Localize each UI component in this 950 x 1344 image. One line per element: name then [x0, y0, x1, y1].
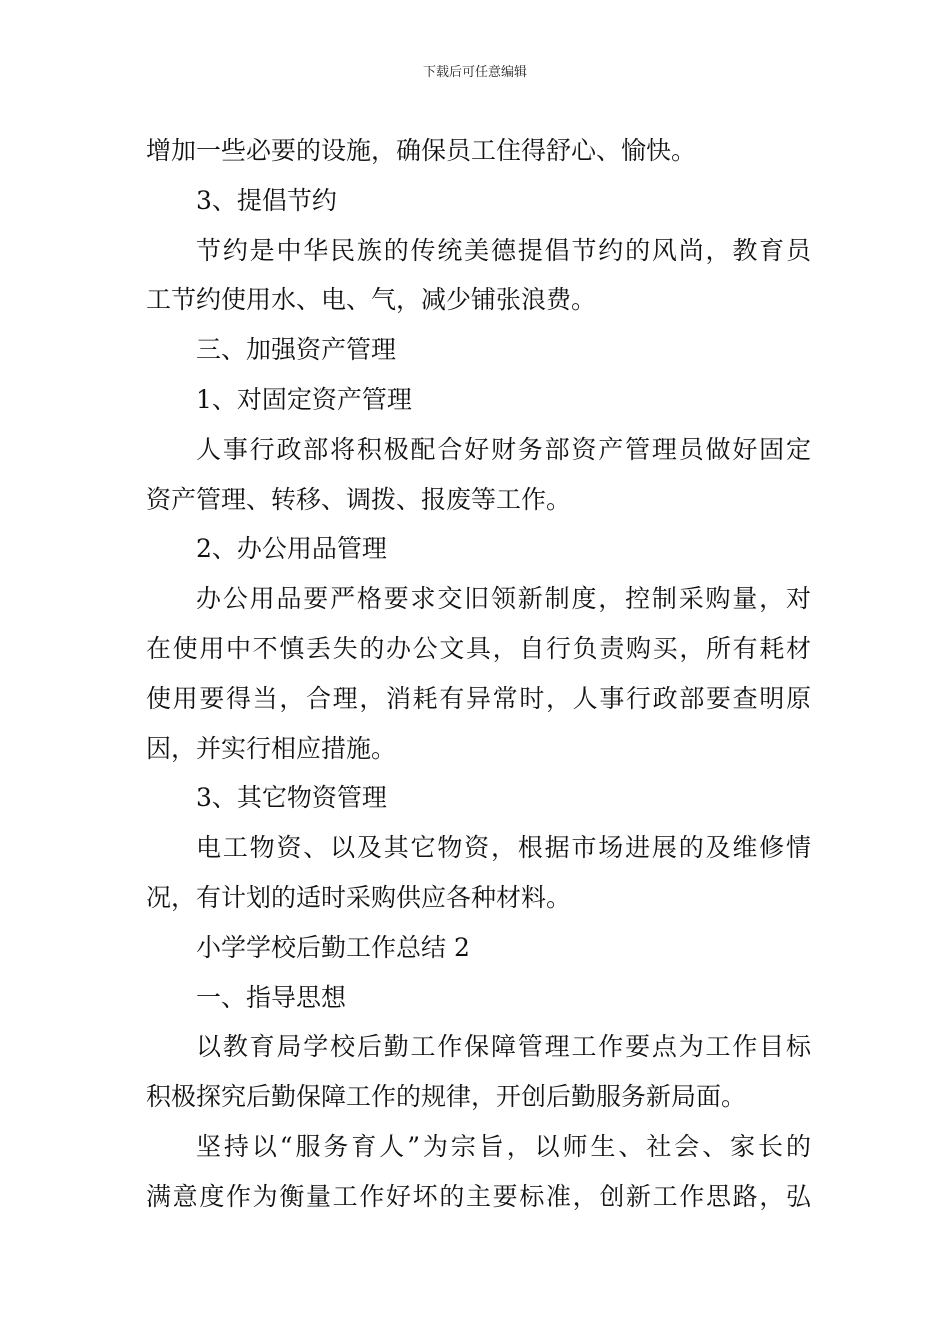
text-line: 况，有计划的适时采购供应各种材料。	[146, 882, 572, 912]
text-line: 因，并实行相应措施。	[146, 733, 397, 763]
text-line: 小学学校后勤工作总结 2	[196, 932, 470, 962]
text-line: 人事行政部将积极配合好财务部资产管理员做好固定	[196, 434, 811, 464]
page-header: 下载后可任意编辑	[422, 65, 527, 80]
text-line: 一、指导思想	[196, 982, 347, 1012]
text-line: 3、提倡节约	[196, 185, 337, 215]
text-line: 2、办公用品管理	[196, 534, 387, 564]
text-line: 节约是中华民族的传统美德提倡节约的风尚，教育员	[196, 235, 811, 265]
text-line: 三、加强资产管理	[196, 335, 397, 365]
text-line: 坚持以“服务育人”为宗旨，以师生、社会、家长的	[196, 1131, 811, 1161]
text-line: 3、其它物资管理	[196, 783, 387, 813]
text-line: 电工物资、以及其它物资，根据市场进展的及维修情	[196, 833, 811, 863]
document-body	[146, 126, 811, 1222]
text-line: 积极探究后勤保障工作的规律，开创后勤服务新局面。	[146, 1082, 747, 1112]
text-line: 使用要得当，合理，消耗有异常时，人事行政部要查明原	[146, 683, 811, 713]
text-line: 办公用品要严格要求交旧领新制度，控制采购量，对	[196, 584, 811, 614]
text-line: 以教育局学校后勤工作保障管理工作要点为工作目标	[196, 1032, 811, 1062]
text-line: 工节约使用水、电、气，减少铺张浪费。	[146, 285, 597, 315]
text-line: 增加一些必要的设施，确保员工住得舒心、愉快。	[146, 136, 697, 165]
text-line: 在使用中不慎丢失的办公文具，自行负责购买，所有耗材	[146, 633, 811, 663]
text-line: 满意度作为衡量工作好坏的主要标准，创新工作思路，弘	[146, 1181, 811, 1211]
text-line: 1、对固定资产管理	[196, 384, 412, 414]
text-line: 资产管理、转移、调拨、报废等工作。	[146, 484, 572, 514]
